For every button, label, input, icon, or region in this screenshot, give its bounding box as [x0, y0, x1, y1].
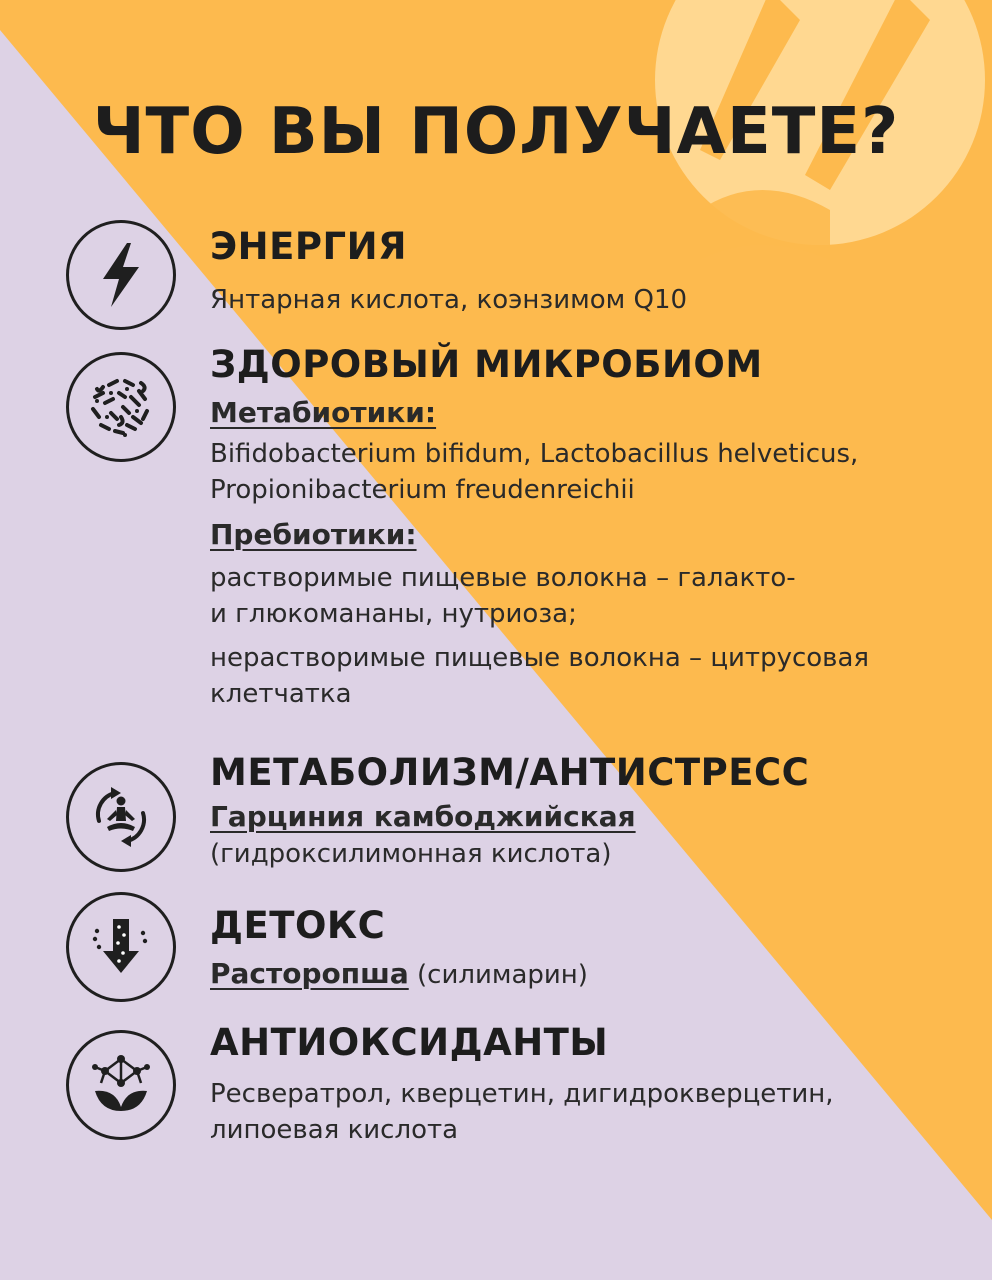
section-metabolism [210, 752, 950, 872]
energy-heading: ЭНЕРГИЯ [210, 225, 408, 268]
section-microbiome [210, 344, 950, 712]
lightning-icon [66, 220, 176, 330]
milk-thistle-label: Расторопша [210, 957, 409, 990]
molecule-leaves-icon [66, 1030, 176, 1140]
prebiotics-line-3: нерастворимые пищевые волокна – цитрусовая [210, 643, 870, 673]
metabolism-heading: МЕТАБОЛИЗМ/АНТИСТРЕСС [210, 751, 810, 794]
garcinia-text: (гидроксилимонная кислота) [210, 839, 612, 869]
detox-arrow-icon [66, 892, 176, 1002]
energy-text: Янтарная кислота, коэнзимом Q10 [210, 285, 688, 315]
page-title: ЧТО ВЫ ПОЛУЧАЕТЕ? [92, 95, 900, 169]
antioxidants-line-1: Ресвератрол, кверцетин, дигидрокверцетин, [210, 1079, 834, 1109]
milk-thistle-text: (силимарин) [408, 960, 588, 990]
prebiotics-line-2: и глюкомананы, нутриоза; [210, 599, 577, 629]
section-antioxidants [210, 1022, 950, 1148]
bacteria-icon [66, 352, 176, 462]
garcinia-label: Гарциния камбоджийская [210, 800, 636, 833]
antioxidants-line-2: липоевая кислота [210, 1115, 459, 1145]
detox-heading: ДЕТОКС [210, 904, 386, 947]
antioxidants-heading: АНТИОКСИДАНТЫ [210, 1021, 609, 1064]
meditation-cycle-icon [66, 762, 176, 872]
metabiotics-label: Метабиотики: [210, 396, 437, 429]
prebiotics-line-4: клетчатка [210, 679, 352, 709]
section-energy [210, 226, 950, 318]
section-detox [210, 905, 950, 993]
prebiotics-label: Пребиотики: [210, 518, 417, 551]
prebiotics-line-1: растворимые пищевые волокна – галакто- [210, 563, 796, 593]
microbiome-heading: ЗДОРОВЫЙ МИКРОБИОМ [210, 343, 763, 386]
metabiotics-line-1: Bifidobacterium bifidum, Lactobacillus helveticus, [210, 439, 859, 469]
metabiotics-line-2: Propionibacterium freudenreichii [210, 475, 635, 505]
